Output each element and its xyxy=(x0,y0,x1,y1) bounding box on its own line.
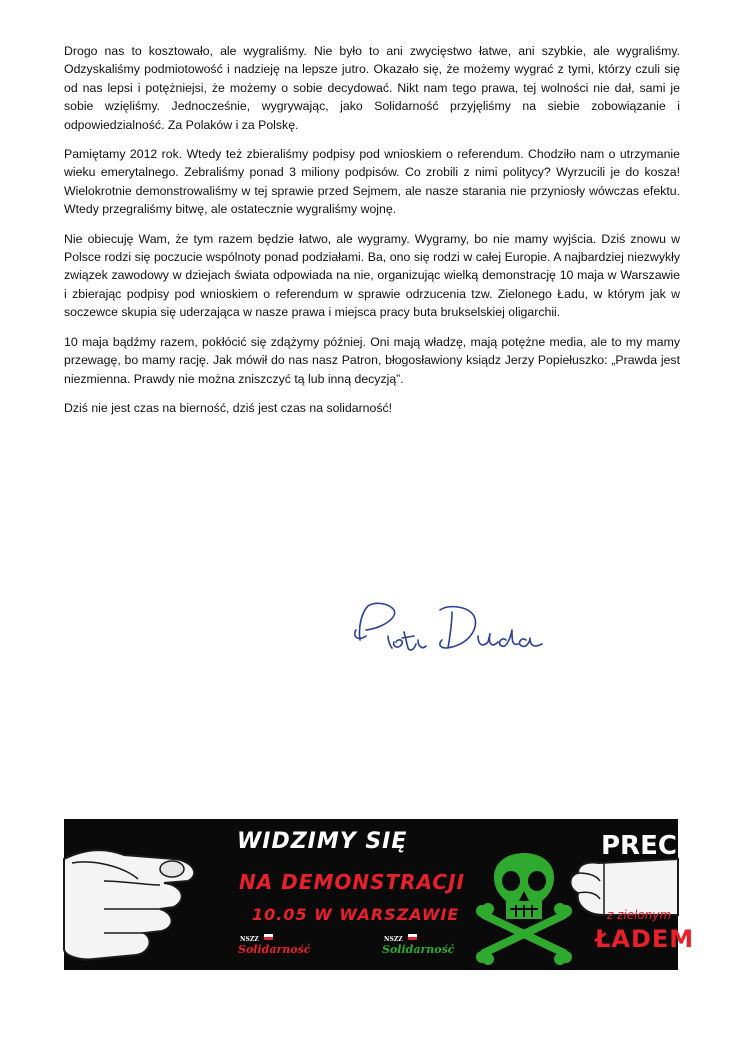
fist-icon xyxy=(571,859,679,915)
paragraph: 10 maja bądźmy razem, pokłócić się zdążymy później. Oni mają władzę, mają potężne media, ale to my mamy przewagę, bo mamy rację. Jak mówił do nas nasz Patron, błogosławiony ksiądz Jerzy Popiełuszko: „Prawda jest niezmienna. Prawdy nie można zniszczyć tą lub inną decyzją”. xyxy=(64,334,680,386)
solidarnosc-logo: NSZZ Solidarność xyxy=(382,936,455,956)
solidarnosc-logo: NSZZ Solidarność xyxy=(238,936,311,956)
banner-ladem: ŁADEM xyxy=(595,925,695,953)
skull-crossbones-icon xyxy=(476,853,572,965)
paragraph: Dziś nie jest czas na bierność, dziś jest czas na solidarność! xyxy=(64,400,393,415)
banner-subheadline: NA DEMONSTRACJI xyxy=(239,870,465,894)
banner-z-zielonym: z zielonym xyxy=(607,908,672,922)
banner-date: 10.05 W WARSZAWIE xyxy=(252,905,460,924)
demonstration-banner xyxy=(64,819,696,970)
paragraph: Pamiętamy 2012 rok. Wtedy też zbieraliśmy podpisy pod wnioskiem o referendum. Chodziło nam o utrzymanie wieku emerytalnego. Zebraliśmy ponad 3 miliony podpisów. Co zrobili z nimi politycy? Wyrzucili je do kosza! Wielokrotnie demonstrowaliśmy w tej sprawie przed Sejmem, ale nasze starania nie przyniosły wówczas efektu. Wtedy przegraliśmy bitwę, ale ostatecznie wygraliśmy wojnę. xyxy=(64,147,680,217)
letter-body xyxy=(64,42,680,428)
banner-headline: WIDZIMY SIĘ xyxy=(237,829,408,854)
banner-precz: PRECZ xyxy=(601,831,696,861)
paragraph: Drogo nas to kosztowało, ale wygraliśmy. Nie było to ani zwycięstwo łatwe, ani szybkie, ale wygraliśmy. Odzyskaliśmy podmiotowość i nadzieję na lepsze jutro. Okazało się, że możemy wygrać z tymi, którzy czuli się od nas lepsi i potężniejsi, że możemy o sobie decydować. Nikt nam tego prawa, tej wolności nie dał, sami je sobie wzięliśmy. Jednocześnie, wygrywając, jako Solidarność przyjęliśmy na siebie zobowiązanie i odpowiedzialność. Za Polaków i za Polskę. xyxy=(64,44,680,132)
paragraph: Nie obiecuję Wam, że tym razem będzie łatwo, ale wygramy. Wygramy, bo nie mamy wyjścia. Dziś znowu w Polsce rodzi się poczucie wspólnoty ponad podziałami. Ba, ono się rodzi w całej Europie. A najbardziej niezwykły związek zawodowy w dziejach świata odpowiada na nie, organizując wielką demonstrację 10 maja w Warszawie i zbierając podpisy pod wnioskiem o referendum w sprawie odrzucenia tzw. Zielonego Ładu, w którym jak w soczewce skupia się uderzająca w nasze prawa i miejsca pracy buta brukselskiej oligarchii. xyxy=(64,231,680,320)
pointing-hand-icon xyxy=(64,850,194,959)
signature xyxy=(348,596,553,666)
